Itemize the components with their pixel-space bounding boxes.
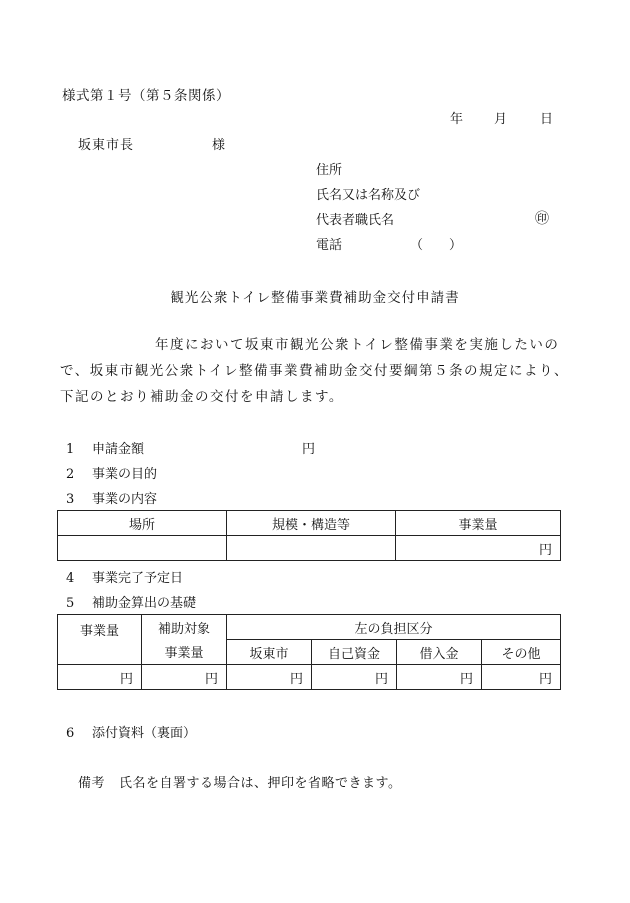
table2-unit: 円 <box>204 671 218 687</box>
address-label: 住所 <box>316 163 343 178</box>
item-1-number: 1 <box>66 442 75 457</box>
table2-header-own-funds: 自己資金 <box>312 640 397 665</box>
table1-amount-cell[interactable] <box>396 536 561 561</box>
table2-bando-cell[interactable] <box>227 665 312 690</box>
table2-header-burden: 左の負担区分 <box>227 615 561 640</box>
form-id: 様式第１号（第５条関係） <box>62 88 230 104</box>
item-1-label: 申請金額 <box>92 442 145 457</box>
phone-parentheses: （ ） <box>410 238 463 253</box>
note-text: 氏名を自署する場合は、押印を省略できます。 <box>119 776 402 791</box>
table2-loan-cell[interactable] <box>397 665 482 690</box>
item-3-label: 事業の内容 <box>92 492 158 507</box>
table1-header-location: 場所 <box>58 511 227 536</box>
item-1 <box>66 438 144 457</box>
date-month: 月 <box>494 112 508 127</box>
table2-unit: 円 <box>289 671 303 687</box>
item-1-unit: 円 <box>302 442 316 457</box>
item-6-number: 6 <box>66 726 75 741</box>
table2-unit: 円 <box>459 671 473 687</box>
date-day: 日 <box>540 112 554 127</box>
item-2 <box>66 463 157 482</box>
item-5-label: 補助金算出の基礎 <box>92 596 197 611</box>
table2-other-cell[interactable] <box>482 665 561 690</box>
table2-header-subsidy-line1: 補助対象 <box>142 615 227 640</box>
item-2-label: 事業の目的 <box>92 467 158 482</box>
table2-unit: 円 <box>538 671 552 687</box>
table2-header-subsidy-line2: 事業量 <box>142 640 227 665</box>
table1-header-scale: 規模・構造等 <box>227 511 396 536</box>
body-paragraph <box>60 332 570 410</box>
item-4-label: 事業完了予定日 <box>92 571 184 586</box>
item-5-number: 5 <box>66 596 75 611</box>
table1-amount-unit: 円 <box>538 542 552 558</box>
item-4 <box>66 567 183 586</box>
representative-label: 代表者職氏名 <box>316 213 395 228</box>
item-4-number: 4 <box>66 571 75 586</box>
item-6 <box>66 722 196 741</box>
note-label: 備考 <box>78 776 106 791</box>
table2-business-amount-cell[interactable] <box>58 665 142 690</box>
note <box>78 772 401 791</box>
addressee-name: 坂東市長 <box>78 138 135 153</box>
date-year: 年 <box>450 112 464 127</box>
item-3 <box>66 488 157 507</box>
table1-header-amount: 事業量 <box>396 511 561 536</box>
business-content-table <box>57 510 561 561</box>
table2-header-bando: 坂東市 <box>227 640 312 665</box>
table2-subsidy-amount-cell[interactable] <box>142 665 227 690</box>
item-6-label: 添付資料（裏面） <box>92 726 197 741</box>
body-text: 年度において坂東市観光公衆トイレ整備事業を実施したいので、坂東市観光公衆トイレ整備事業費補助金交付要綱第５条の規定により、下記のとおり補助金の交付を申請します。 <box>60 337 570 405</box>
table1-scale-cell[interactable] <box>227 536 396 561</box>
table2-unit: 円 <box>119 671 133 687</box>
item-2-number: 2 <box>66 467 75 482</box>
item-5 <box>66 592 196 611</box>
table2-header-business-amount: 事業量 <box>58 615 142 665</box>
document-title: 観光公衆トイレ整備事業費補助金交付申請書 <box>170 290 460 306</box>
table2-own-funds-cell[interactable] <box>312 665 397 690</box>
table2-header-loan: 借入金 <box>397 640 482 665</box>
table2-unit: 円 <box>374 671 388 687</box>
item-3-number: 3 <box>66 492 75 507</box>
table2-header-other: その他 <box>482 640 561 665</box>
name-label: 氏名又は名称及び <box>316 188 421 203</box>
phone-label: 電話 <box>316 238 343 253</box>
addressee-honorific: 様 <box>212 138 226 153</box>
seal-mark: ㊞ <box>535 211 549 227</box>
table1-location-cell[interactable] <box>58 536 227 561</box>
subsidy-basis-table <box>57 614 561 690</box>
